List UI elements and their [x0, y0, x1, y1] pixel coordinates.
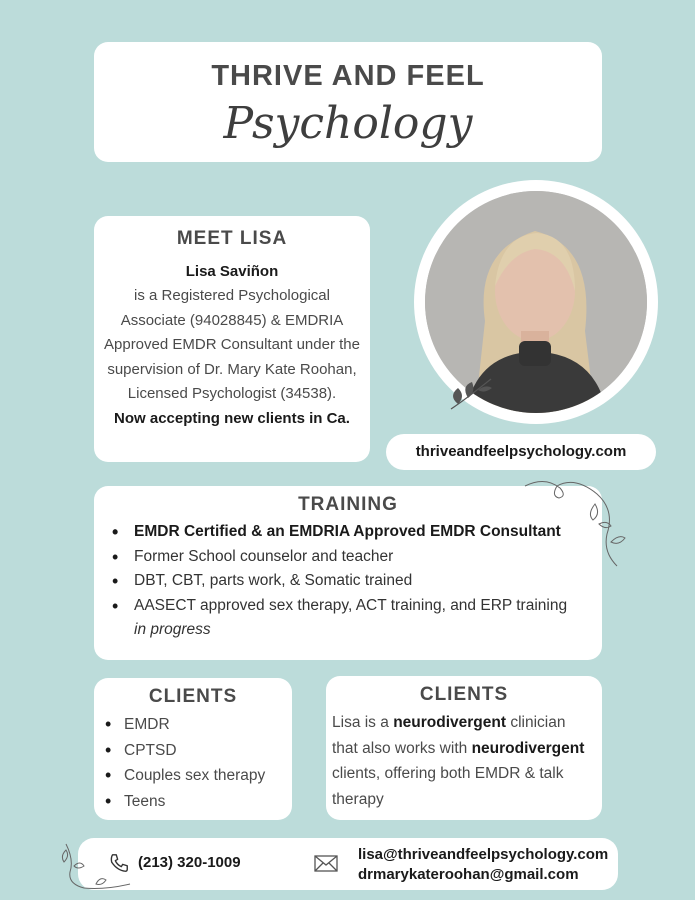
meet-heading: MEET LISA — [176, 228, 288, 249]
clients-description-card — [326, 676, 602, 820]
desc-text: clients, offering both EMDR & talk therapy — [332, 765, 564, 808]
phone-number[interactable]: (213) 320-1009 — [138, 854, 241, 871]
header-card — [94, 42, 602, 162]
training-item: • EMDR Certified & an EMDRIA Approved EMDR Consultant — [134, 520, 602, 545]
desc-emphasis: neurodivergent — [393, 714, 507, 731]
mail-icon — [314, 855, 338, 872]
client-item: • Teens — [124, 789, 292, 815]
client-item: • EMDR — [124, 712, 292, 738]
brand-title: THRIVE AND FEEL — [211, 60, 485, 92]
training-item: • DBT, CBT, parts work, & Somatic trained — [134, 569, 602, 594]
vine-decoration-icon — [60, 840, 140, 892]
contact-bar — [78, 838, 618, 890]
client-item: • CPTSD — [124, 738, 292, 764]
email-secondary[interactable]: drmarykateroohan@gmail.com — [358, 866, 579, 883]
accepting-clients-note: Now accepting new clients in Ca. — [114, 409, 350, 427]
desc-emphasis: neurodivergent — [471, 739, 585, 757]
training-item — [134, 594, 602, 643]
email-primary[interactable]: lisa@thriveandfeelpsychology.com — [358, 846, 609, 863]
training-item: • Former School counselor and teacher — [134, 545, 602, 570]
training-item-status: in progress — [134, 621, 211, 638]
training-heading: TRAINING — [298, 494, 398, 515]
leaf-decoration-icon — [446, 374, 496, 414]
therapist-name: Lisa Saviñon — [185, 263, 279, 280]
meet-card — [94, 216, 370, 462]
clients-list — [94, 712, 292, 814]
clients-heading: CLIENTS — [148, 686, 238, 707]
website-link[interactable]: thriveandfeelpsychology.com — [386, 434, 656, 470]
brand-subtitle: Psychology — [223, 98, 473, 149]
training-item-text: AASECT approved sex therapy, ACT training, and ERP training — [134, 596, 568, 614]
desc-text: Lisa is a — [332, 714, 389, 731]
clients-heading: CLIENTS — [419, 684, 509, 705]
clients-list-card — [94, 678, 292, 820]
client-item: • Couples sex therapy — [124, 763, 292, 789]
swirl-decoration-icon — [515, 474, 630, 574]
clients-description — [326, 710, 602, 812]
desc-text: clinician that also works with — [332, 714, 566, 757]
therapist-bio: is a Registered Psychological Associate (94028845) & EMDRIA Approved EMDR Consultant under the supervision of Dr. Mary Kate Roohan, Licensed Psychologist (34538). — [104, 287, 360, 402]
